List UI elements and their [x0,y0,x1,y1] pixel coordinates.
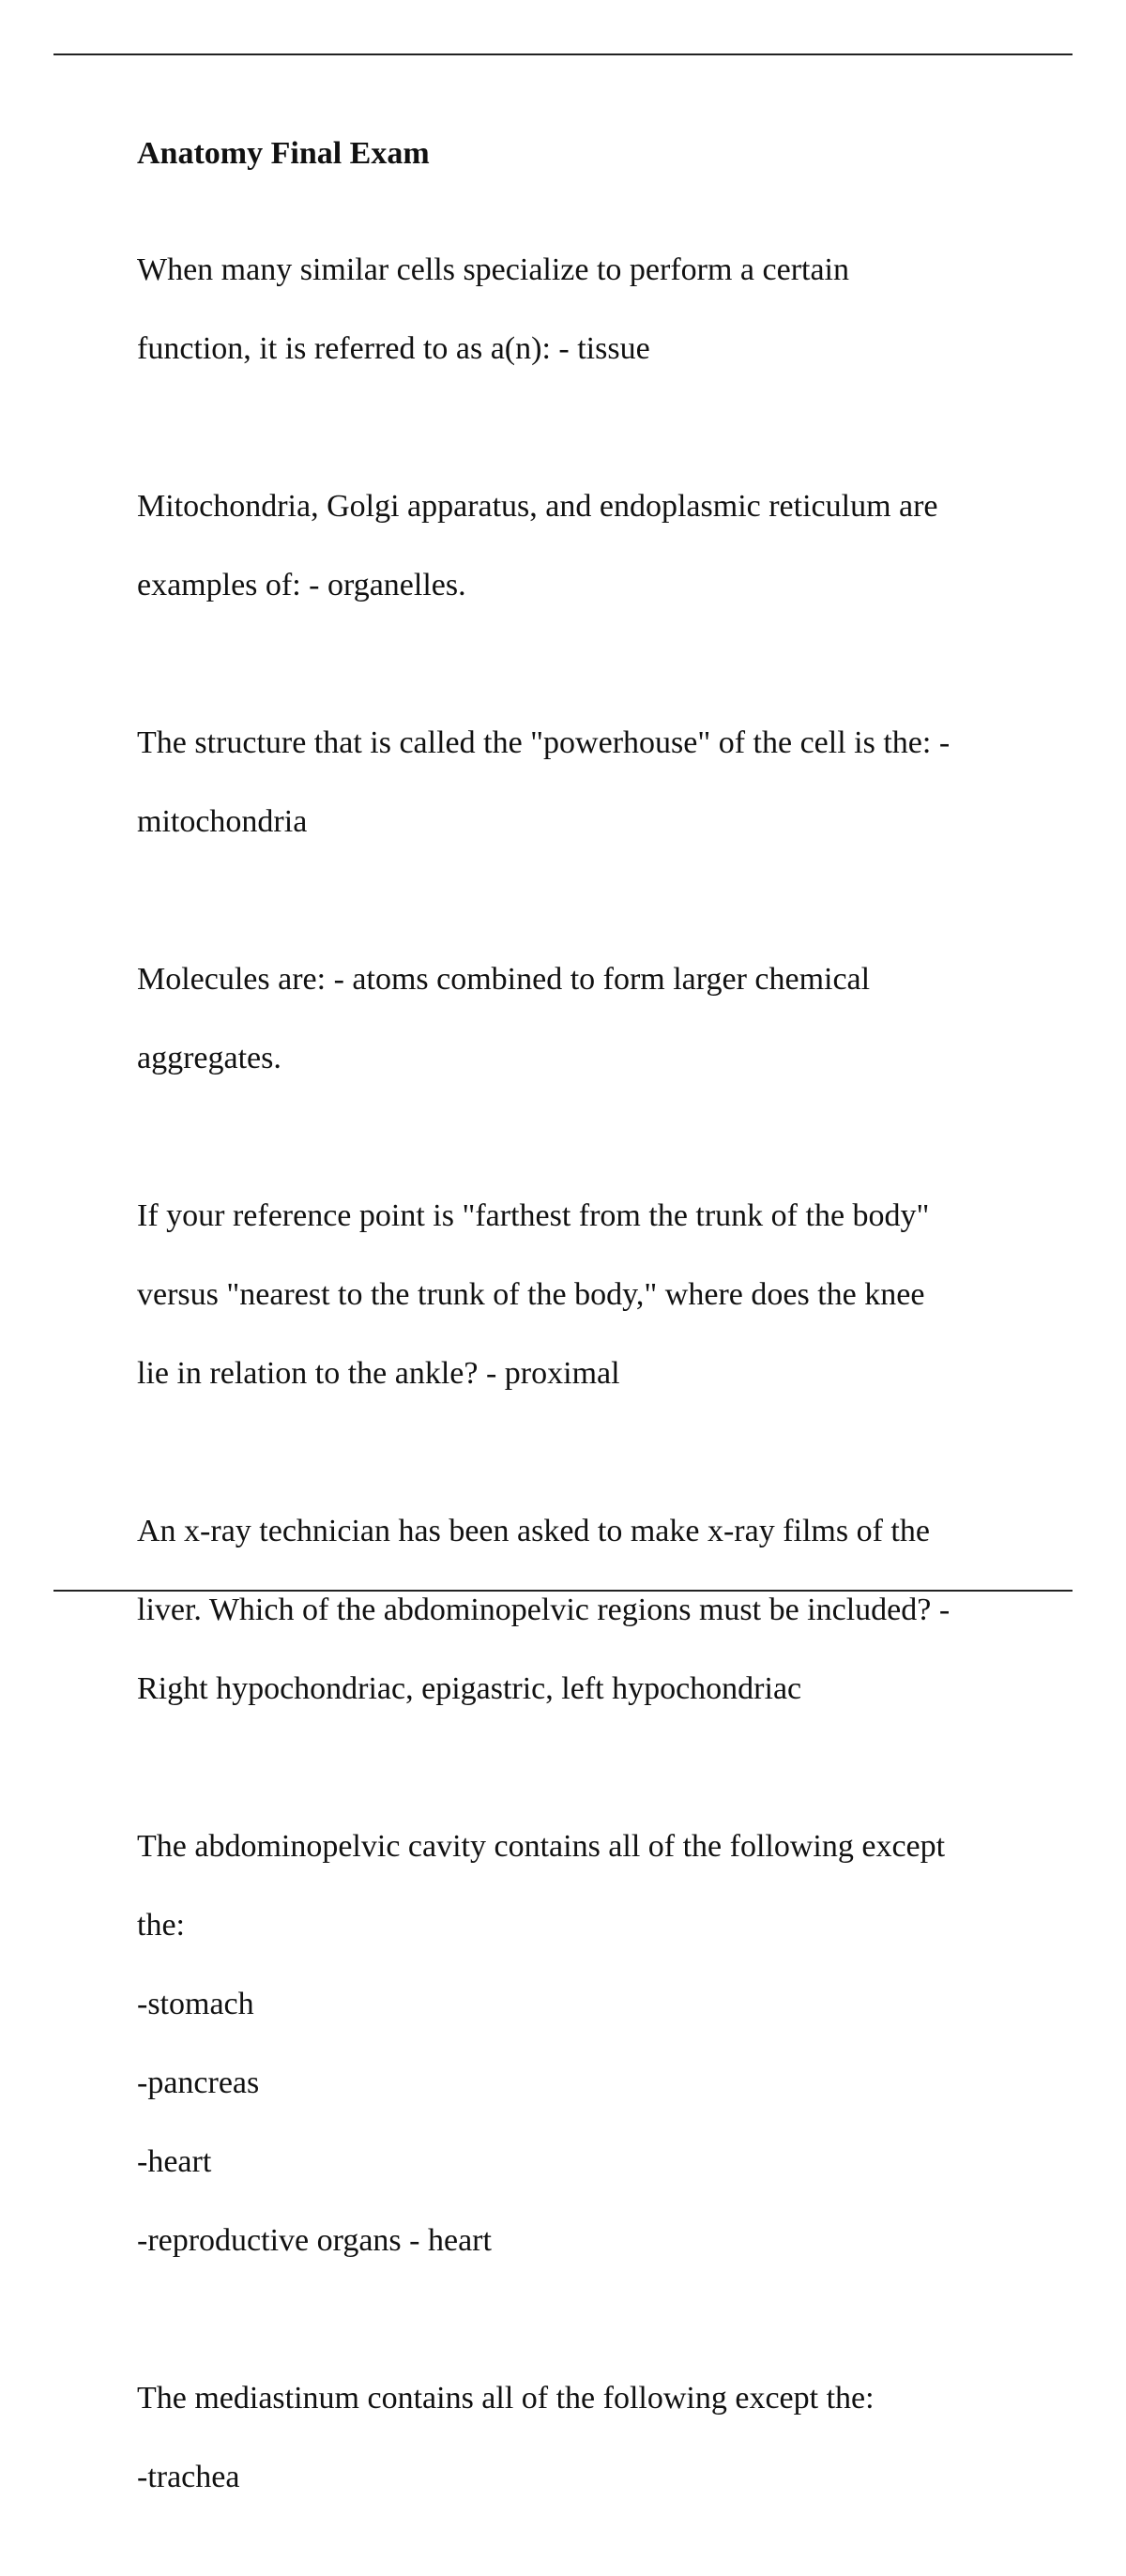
question-line: When many similar cells specialize to perform a certain [137,252,850,287]
question-item [137,1157,1028,1433]
question-line: liver. Which of the abdominopelvic regions must be included? - [137,1593,951,1627]
question-line: -pancreas [137,2065,260,2100]
question-line: aggregates. [137,1041,282,1075]
question-line: mitochondria [137,804,308,839]
question-line: If your reference point is "farthest from the trunk of the body" [137,1198,930,1233]
question-item [137,684,1028,881]
question-line: examples of: - organelles. [137,568,466,602]
question-line: The mediastinum contains all of the following except the: [137,2381,875,2416]
bottom-divider [53,1590,1073,1592]
question-line: Mitochondria, Golgi apparatus, and endoplasmic reticulum are [137,489,938,524]
top-divider [53,53,1073,55]
question-line: The abdominopelvic cavity contains all of the following except [137,1829,946,1864]
question-line: The structure that is called the "powerhouse" of the cell is the: - [137,725,951,760]
document-body [137,134,1028,2576]
question-item [137,2340,1028,2537]
question-line: the: [137,1908,185,1943]
question-line: function, it is referred to as a(n): - tissue [137,331,650,366]
question-item [137,921,1028,1118]
document-title: Anatomy Final Exam [137,136,430,171]
question-line: -trachea [137,2460,240,2494]
question-item [137,1788,1028,2300]
question-item [137,1472,1028,1748]
question-item [137,448,1028,645]
question-line: Right hypochondriac, epigastric, left hypochondriac [137,1671,802,1706]
question-line: versus "nearest to the trunk of the body," where does the knee [137,1277,925,1312]
question-line: lie in relation to the ankle? - proximal [137,1356,620,1391]
question-line: Molecules are: - atoms combined to form larger chemical [137,962,871,997]
question-line: -reproductive organs - heart [137,2223,492,2258]
question-line: An x-ray technician has been asked to make x-ray films of the [137,1514,930,1548]
question-line: -stomach [137,1987,254,2021]
question-item [137,211,1028,408]
question-line: -heart [137,2144,212,2179]
